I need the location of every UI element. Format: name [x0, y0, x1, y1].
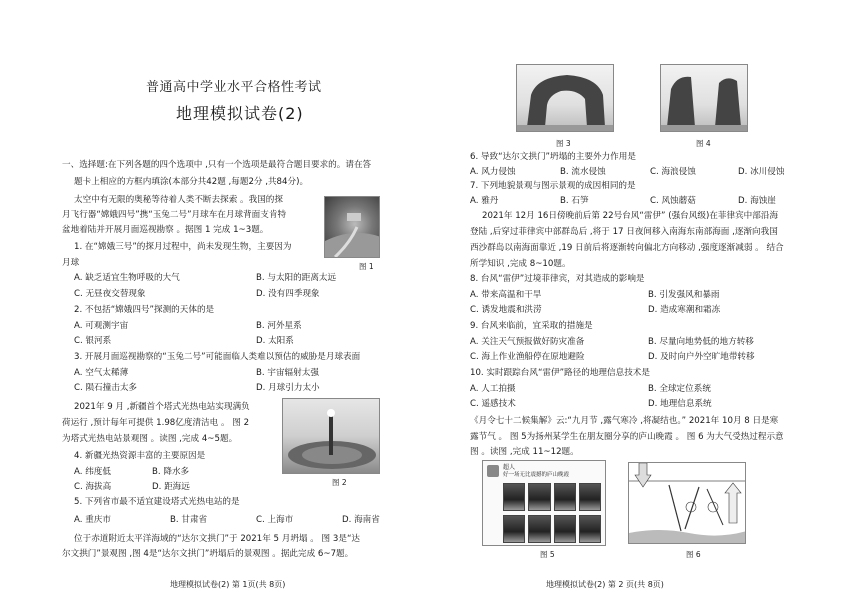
- q10-option-c: C. 遥感技术: [470, 399, 516, 409]
- q9-stem: 9. 台风来临前，宜采取的措施是: [470, 321, 593, 331]
- q2-option-b: B. 河外星系: [256, 321, 302, 331]
- figure-2-caption: 图 2: [332, 478, 347, 487]
- q1-option-c: C. 无昼夜交替现象: [74, 289, 146, 299]
- section-line-2: 题卡上相应的方框内填涂(本部分共42题 ,每题2分 ,共84分)。: [74, 177, 309, 187]
- intro-line-2: 月飞行器“嫦娥四号”携“玉兔二号”月球车在月球背面支肯特: [62, 210, 287, 220]
- q3-option-a: A. 空气太稀薄: [74, 368, 129, 378]
- passage-2-line-1: 2021年 9 月 ,新疆首个塔式光热电站实现满负: [74, 402, 250, 412]
- q4-option-a: A. 纬度低: [74, 467, 111, 477]
- post-photo-grid-row-2: [503, 515, 601, 543]
- q4-option-b: B. 降水多: [152, 467, 190, 477]
- post-author-name: 超人: [503, 464, 516, 471]
- q8-option-a: A. 带来高温和干旱: [470, 290, 542, 300]
- sunset-photo: [554, 483, 576, 511]
- passage-4-line-3: 西沙群岛以南海面靠近 ,19 日前后将逐渐转向偏北方向移动 ,强度逐渐减弱 。 结合: [470, 243, 784, 253]
- q2-stem: 2. 不包括“嫦娥四号”探测的天体的是: [74, 305, 215, 315]
- sunset-photo: [503, 483, 525, 511]
- passage-2-line-2: 荷运行 ,预计每年可提供 1.98亿度清洁电 。 图 2: [62, 418, 250, 428]
- q6-option-b: B. 流水侵蚀: [560, 167, 606, 177]
- avatar: [487, 465, 499, 477]
- q3-option-b: B. 宇宙辐射太强: [256, 368, 319, 378]
- q8-option-d: D. 造成寒潮和霜冻: [648, 305, 721, 315]
- moon-surface-icon: [325, 197, 380, 258]
- q3-stem: 3. 开展月面巡视勘察的“玉兔二号”可能面临人类难以预估的威胁是月球表面: [74, 352, 361, 362]
- sunset-photo: [528, 483, 550, 511]
- q1-option-d: D. 没有四季现象: [256, 289, 320, 299]
- q10-option-b: B. 全球定位系统: [648, 384, 711, 394]
- figure-3-caption: 图 3: [556, 139, 571, 148]
- q9-option-d: D. 及时向户外空旷地带转移: [648, 352, 755, 362]
- section-line-1: 一、选择题:在下列各题的四个选项中 ,只有一个选项是最符合题目要求的。请在答: [62, 160, 372, 170]
- q1-stem-line-2: 月球: [62, 258, 80, 268]
- intro-line-3: 盆地着陆并开展月面巡视勘察 。据图 1 完成 1~3题。: [62, 225, 269, 235]
- q7-option-d: D. 海蚀崖: [738, 196, 776, 206]
- q3-option-c: C. 陨石撞击太多: [74, 383, 138, 393]
- passage-4-line-2: 登陆 ,后穿过菲律宾中部群岛后 ,将于 17 日夜间移入南海东南部海面 ,逐渐向我国: [470, 227, 778, 237]
- figure-4-collapsed-arch-photo: [660, 64, 748, 132]
- intro-line-1: 太空中有无限的奥秘等待着人类不断去探索 。我国的探: [74, 195, 283, 205]
- q2-option-a: A. 可观测宇宙: [74, 321, 129, 331]
- sunset-photo: [528, 515, 550, 543]
- passage-4-line-1: 2021年 12月 16日傍晚前后第 22号台风“雷伊” (强台风级)在菲律宾中部沿海: [482, 211, 779, 221]
- sunset-photo: [554, 515, 576, 543]
- figure-5-social-post: [482, 460, 606, 546]
- rock-arch-icon: [517, 65, 614, 132]
- paper-title: 地理模拟试卷(2): [176, 104, 304, 123]
- passage-5-line-3: 图 。读图 ,完成 11~12题。: [470, 447, 579, 457]
- q8-option-c: C. 诱发地震和洪涝: [470, 305, 542, 315]
- figure-1-moon-rover-photo: [324, 196, 380, 258]
- q9-option-a: A. 关注天气预报做好防灾准备: [470, 337, 585, 347]
- right-page-footer: 地理模拟试卷(2) 第 2 页(共 8页): [546, 580, 664, 589]
- q2-option-c: C. 银河系: [74, 336, 112, 346]
- q5-option-c: C. 上海市: [256, 515, 294, 525]
- q4-option-c: C. 海拔高: [74, 482, 112, 492]
- sunset-photo: [579, 483, 601, 511]
- q10-stem: 10. 实时跟踪台风“雷伊”路径的地理信息技术是: [470, 368, 650, 378]
- passage-2-line-3: 为塔式光热电站景观图 。读图 ,完成 4~5题。: [62, 434, 238, 444]
- rock-pillars-icon: [661, 65, 748, 132]
- q3-option-d: D. 月球引力太小: [256, 383, 320, 393]
- solar-tower-icon: [283, 399, 380, 474]
- sunset-photo: [579, 515, 601, 543]
- sunset-photo: [503, 515, 525, 543]
- q4-stem: 4. 新疆光热资源丰富的主要原因是: [74, 451, 206, 461]
- q1-option-b: B. 与太阳的距离太远: [256, 273, 337, 283]
- q5-option-d: D. 海南省: [342, 515, 380, 525]
- q4-option-d: D. 距海远: [152, 482, 190, 492]
- q5-stem: 5. 下列省市最不适宜建设塔式光热电站的是: [74, 497, 240, 507]
- q8-option-b: B. 引发强风和暴雨: [648, 290, 720, 300]
- q8-stem: 8. 台风“雷伊”过境菲律宾，对其造成的影响是: [470, 274, 645, 284]
- q7-option-c: C. 风蚀蘑菇: [650, 196, 696, 206]
- exam-title: 普通高中学业水平合格性考试: [146, 80, 322, 95]
- q6-stem: 6. 导致“达尔文拱门”坍塌的主要外力作用是: [470, 152, 636, 162]
- q6-option-d: D. 冰川侵蚀: [738, 167, 785, 177]
- figure-2-solar-plant-photo: [282, 398, 380, 474]
- figure-6-atmosphere-diagram: [628, 462, 746, 544]
- figure-5-caption: 图 5: [540, 550, 555, 559]
- atmosphere-heating-diagram-icon: [629, 463, 746, 544]
- post-photo-grid: [503, 483, 601, 511]
- figure-6-caption: 图 6: [686, 550, 701, 559]
- figure-4-caption: 图 4: [696, 139, 711, 148]
- q10-option-d: D. 地理信息系统: [648, 399, 712, 409]
- post-text: 好一场无比震撼的庐山晚霞: [503, 472, 570, 478]
- passage-3-line-2: 尔文拱门”景观图 ,图 4是“达尔文拱门”坍塌后的景观图 。据此完成 6~7题。: [62, 549, 354, 559]
- q7-stem: 7. 下列地貌景观与图示景观的成因相同的是: [470, 181, 636, 191]
- passage-4-line-4: 所学知识 ,完成 8~10题。: [470, 259, 571, 269]
- q2-option-d: D. 太阳系: [256, 336, 294, 346]
- q7-option-b: B. 石笋: [560, 196, 589, 206]
- q10-option-a: A. 人工拍摄: [470, 384, 516, 394]
- q6-option-a: A. 风力侵蚀: [470, 167, 516, 177]
- passage-3-line-1: 位于赤道附近太平洋海域的“达尔文拱门”于 2021年 5 月坍塌 。 图 3是“达: [74, 534, 360, 544]
- figure-1-caption: 图 1: [359, 262, 374, 271]
- q6-option-c: C. 海浪侵蚀: [650, 167, 696, 177]
- passage-5-line-1: 《月令七十二候集解》云:“九月节 ,露气寒冷 ,将凝结也。” 2021年 10月 8 日是寒: [470, 416, 779, 426]
- q9-option-b: B. 尽量向地势低的地方转移: [648, 337, 754, 347]
- q9-option-c: C. 海上作业渔船停在原地避险: [470, 352, 585, 362]
- passage-5-line-2: 露节气 。 图 5为扬州某学生在朋友圈分享的庐山晚霞 。 图 6 为大气受热过程示意: [470, 432, 784, 442]
- q5-option-b: B. 甘肃省: [170, 515, 208, 525]
- figure-3-arch-photo: [516, 64, 614, 132]
- left-page-footer: 地理模拟试卷(2) 第 1页(共 8页): [170, 580, 286, 589]
- q1-option-a: A. 缺乏适宜生物呼吸的大气: [74, 273, 180, 283]
- q7-option-a: A. 雅丹: [470, 196, 499, 206]
- q5-option-a: A. 重庆市: [74, 515, 111, 525]
- q1-stem-line-1: 1. 在“嫦娥三号”的探月过程中，尚未发现生物，主要因为: [74, 242, 292, 252]
